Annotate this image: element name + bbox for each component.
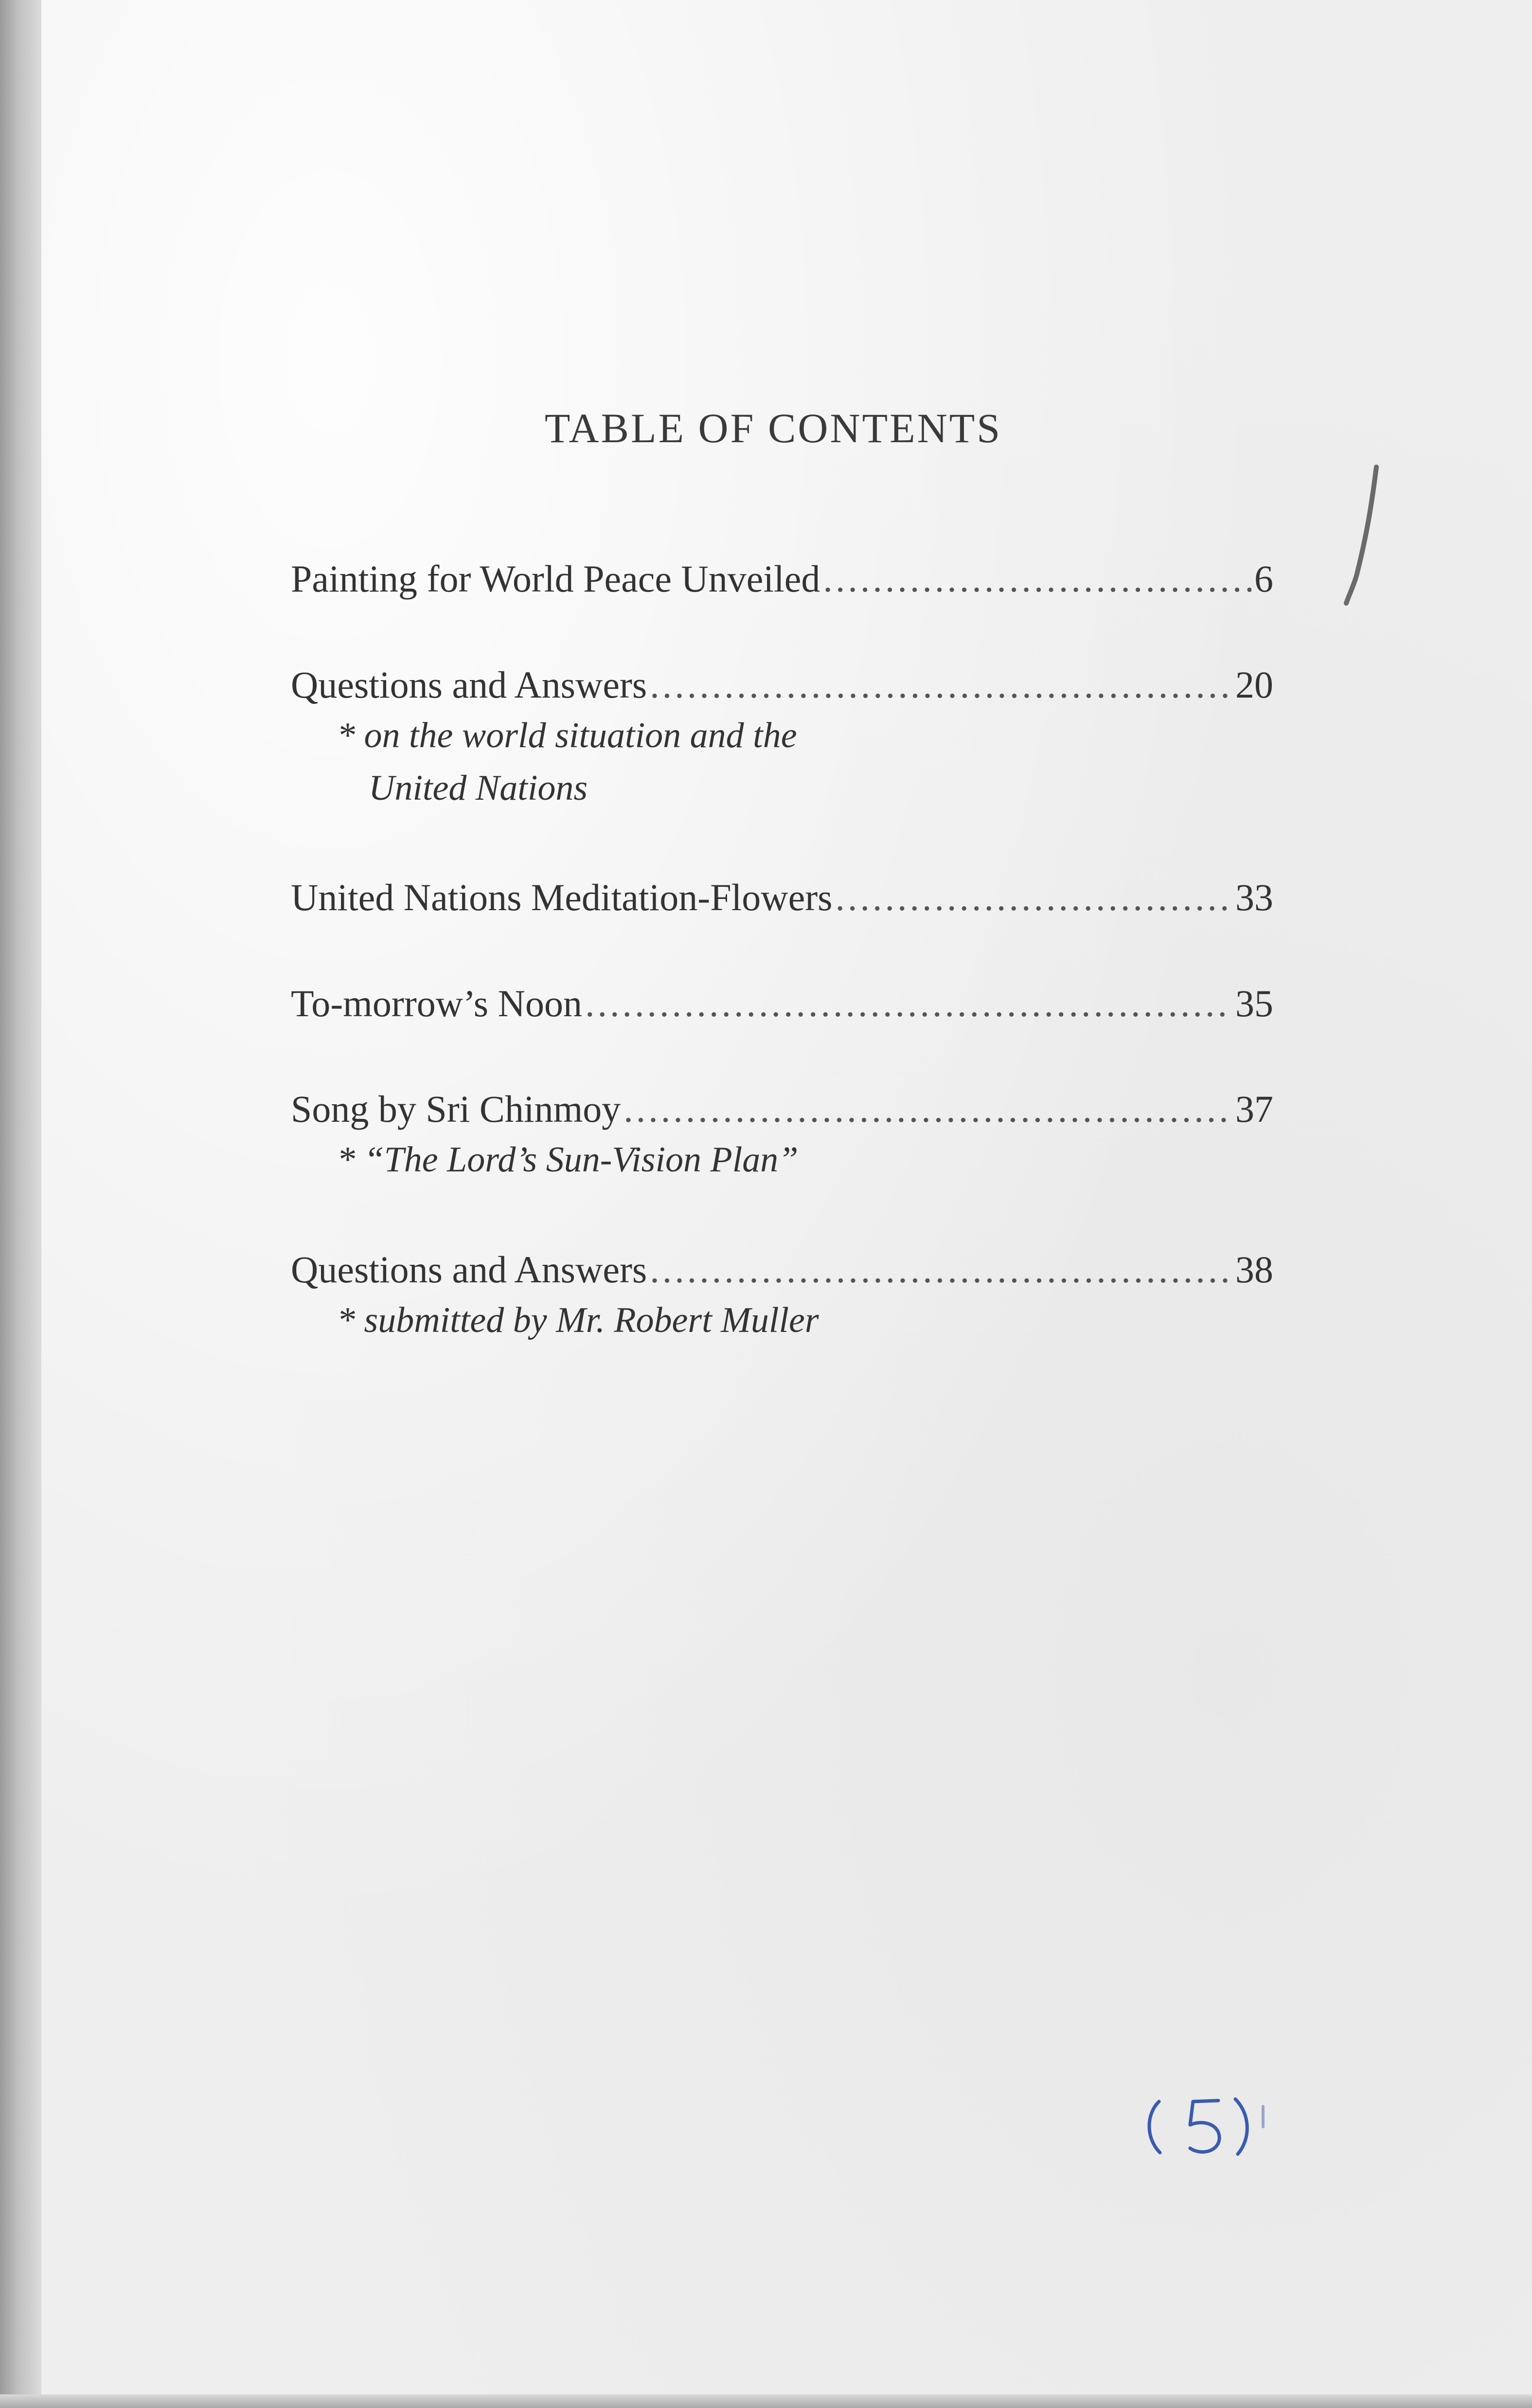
toc-entry — [291, 1085, 1273, 1186]
scan-bottom-edge — [0, 2394, 1532, 2408]
toc-entry — [291, 1245, 1273, 1347]
toc-entry — [291, 873, 1273, 922]
scan-left-edge — [0, 0, 41, 2408]
toc-entry-page: 6 — [1254, 557, 1273, 600]
toc-entry-page: 33 — [1235, 876, 1273, 918]
leader-dots — [650, 1245, 1232, 1294]
toc-entry-note: * on the world situation and the — [337, 716, 797, 755]
toc-entry-note: * submitted by Mr. Robert Muller — [337, 1300, 819, 1340]
leader-dots — [823, 555, 1251, 603]
leader-dots — [623, 1085, 1232, 1133]
toc-entry-title: Painting for World Peace Unveiled — [291, 557, 820, 600]
toc-entry-page: 20 — [1235, 664, 1273, 706]
book-page — [29, 0, 1532, 2396]
toc-entry-note: United Nations — [369, 768, 588, 808]
leader-dots — [836, 873, 1232, 922]
toc-entry-line — [291, 555, 1273, 603]
toc-entry-title: United Nations Meditation-Flowers — [291, 876, 833, 918]
toc-entry-note: * “The Lord’s Sun-Vision Plan” — [337, 1140, 799, 1180]
toc-entry-line — [291, 1085, 1273, 1133]
toc-entry-line — [291, 1245, 1273, 1294]
toc-entry — [291, 661, 1273, 814]
toc-entry-title: Song by Sri Chinmoy — [291, 1088, 621, 1130]
handwritten-page-number — [1136, 2087, 1282, 2165]
toc-entry-page: 38 — [1235, 1248, 1273, 1291]
page-title: TABLE OF CONTENTS — [544, 405, 1002, 451]
leader-dots — [585, 979, 1232, 1028]
toc-entry-page: 37 — [1235, 1088, 1273, 1130]
toc-entry-page: 35 — [1235, 982, 1273, 1024]
stray-pencil-mark — [1342, 462, 1396, 608]
toc-entry-line — [291, 979, 1273, 1028]
leader-dots — [650, 661, 1232, 709]
toc-entry-line — [291, 661, 1273, 709]
toc-entry — [291, 979, 1273, 1028]
toc-entry-title: To-morrow’s Noon — [291, 982, 582, 1024]
toc-entry-title: Questions and Answers — [291, 1248, 647, 1291]
toc-entry-title: Questions and Answers — [291, 664, 647, 706]
toc-entry-line — [291, 873, 1273, 922]
toc-entry — [291, 555, 1273, 603]
